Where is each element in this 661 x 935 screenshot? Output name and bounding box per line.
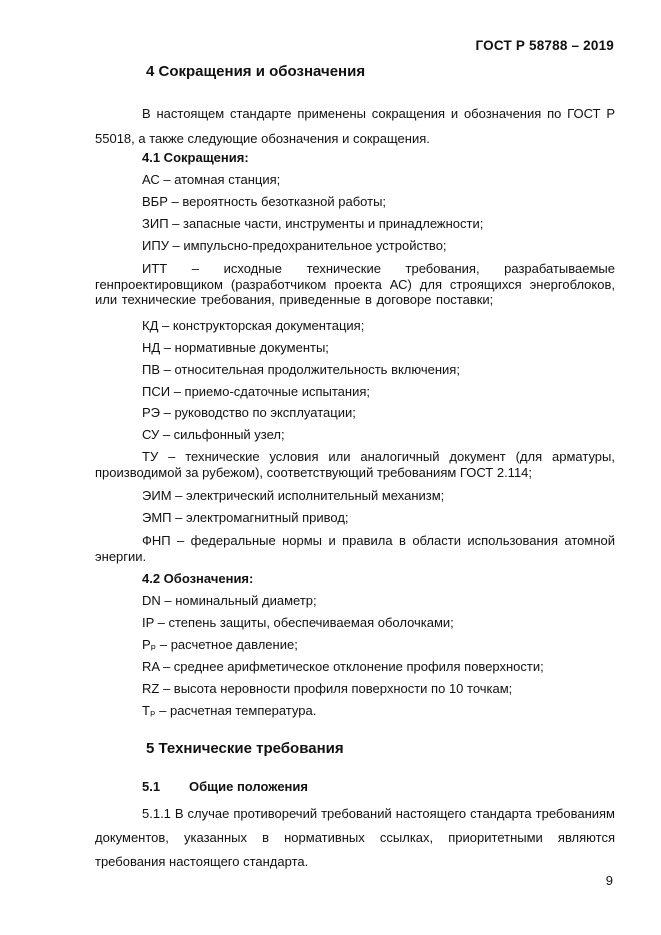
abbr-item: ИТТ – исходные технические требования, разрабатываемые генпроектировщиком (разработчиком проекта АС) для строящихся энергоблоков, или технические требования, приведенные в договоре поставки;: [95, 261, 615, 307]
designation-item: Pₚ – расчетное давление;: [142, 637, 298, 652]
designation-item: RA – среднее арифметическое отклонение профиля поверхности;: [142, 659, 544, 674]
page-number: 9: [605, 873, 613, 888]
document-code: ГОСТ Р 58788 – 2019: [475, 38, 614, 53]
subsection-5-1-number: 5.1: [142, 779, 161, 794]
abbr-item: ФНП – федеральные нормы и правила в области использования атомной энергии.: [95, 533, 615, 564]
abbr-item: ТУ – технические условия или аналогичный документ (для арматуры, производимой за рубежом), соответствующий требованиям ГОСТ 2.114;: [95, 449, 615, 480]
abbr-item: ПСИ – приемо-сдаточные испытания;: [142, 384, 370, 399]
abbr-item: ВБР – вероятность безотказной работы;: [142, 194, 387, 209]
subsection-4-2-title: 4.2 Обозначения:: [142, 571, 254, 586]
section-5-title: 5 Технические требования: [146, 740, 344, 757]
designation-item: DN – номинальный диаметр;: [142, 593, 317, 608]
abbr-item: ПВ – относительная продолжительность включения;: [142, 362, 460, 377]
subsection-5-1-title: Общие положения: [189, 779, 308, 794]
section-4-intro: В настоящем стандарте применены сокращения и обозначения по ГОСТ Р 55018, а также следующие обозначения и сокращения.: [95, 106, 615, 146]
designation-item: RZ – высота неровности профиля поверхности по 10 точкам;: [142, 681, 513, 696]
designation-item: IP – степень защиты, обеспечиваемая оболочками;: [142, 615, 454, 630]
abbr-item: ЗИП – запасные части, инструменты и принадлежности;: [142, 216, 484, 231]
abbr-item: АС – атомная станция;: [142, 172, 281, 187]
subsection-4-1-title: 4.1 Сокращения:: [142, 150, 249, 165]
section-4-title: 4 Сокращения и обозначения: [146, 63, 366, 80]
abbr-item: ИПУ – импульсно-предохранительное устройство;: [142, 238, 447, 253]
abbr-item: СУ – сильфонный узел;: [142, 427, 285, 442]
designation-item: Tₚ – расчетная температура.: [142, 703, 317, 718]
abbr-item: НД – нормативные документы;: [142, 340, 329, 355]
abbr-item: ЭИМ – электрический исполнительный механизм;: [142, 488, 445, 503]
paragraph-5-1-1: 5.1.1 В случае противоречий требований настоящего стандарта требованиям документов, указанных в нормативных ссылках, приоритетными являются требования настоящего стандарта.: [95, 806, 615, 869]
abbr-item: КД – конструкторская документация;: [142, 318, 365, 333]
abbr-item: РЭ – руководство по эксплуатации;: [142, 405, 356, 420]
abbr-item: ЭМП – электромагнитный привод;: [142, 510, 349, 525]
